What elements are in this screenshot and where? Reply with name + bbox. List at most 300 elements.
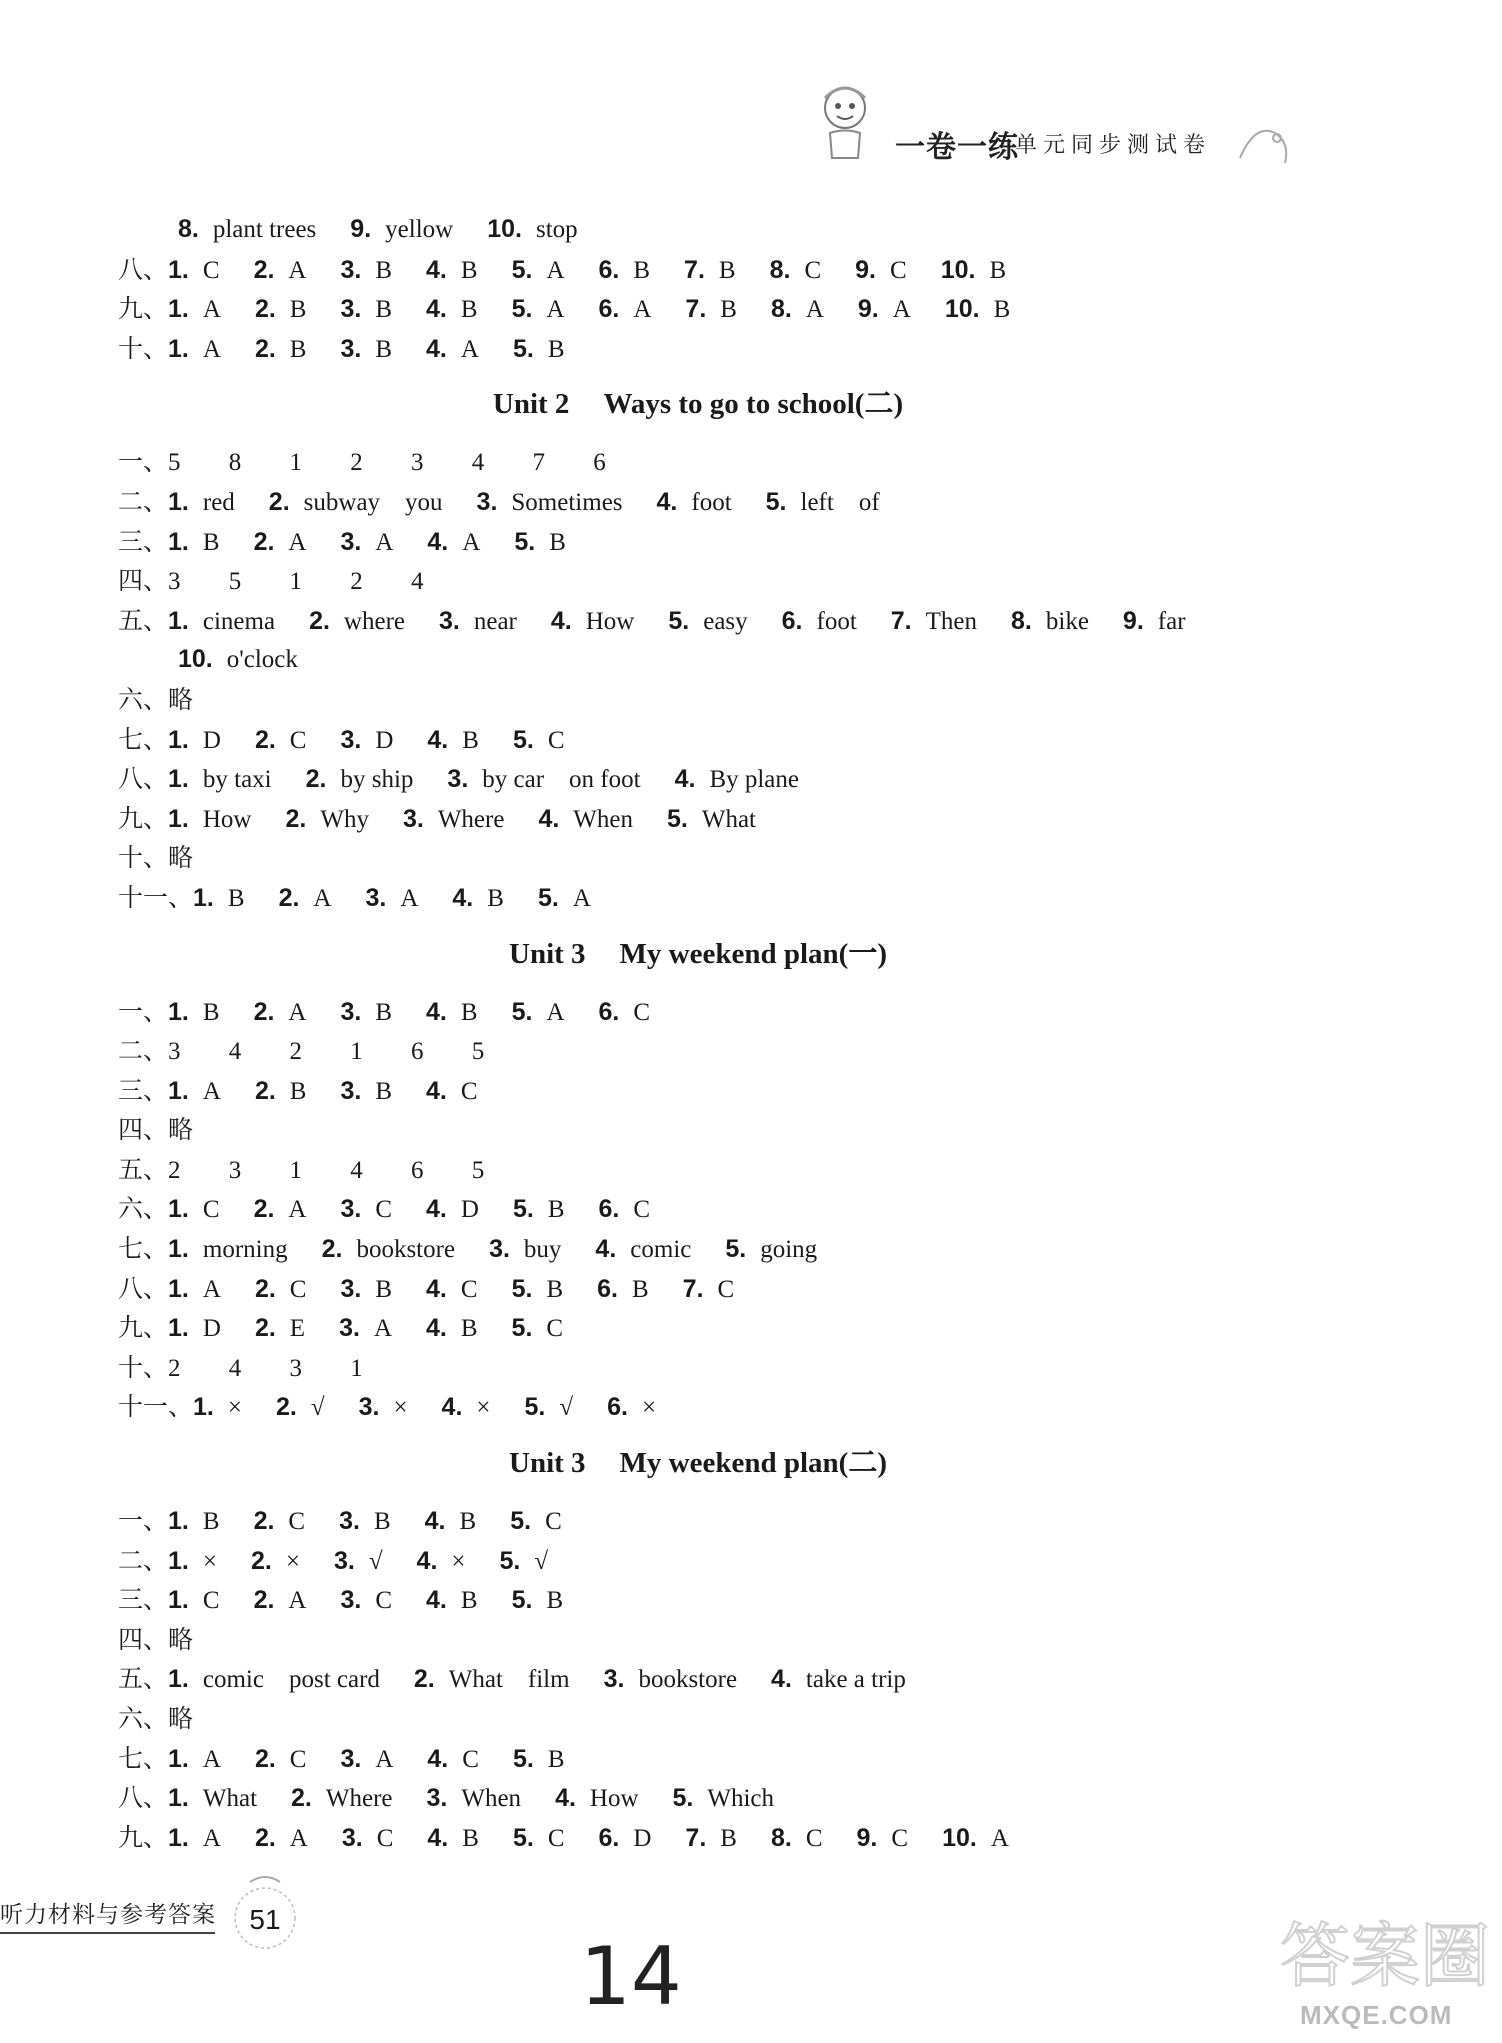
item-number: 9.	[856, 1823, 878, 1852]
item-answer: B	[375, 296, 393, 324]
item-answer: C	[804, 256, 822, 284]
answer-item	[782, 608, 857, 635]
item-number: 5.	[512, 1195, 534, 1224]
item-number: 5.	[511, 1586, 533, 1615]
answer-item	[168, 608, 275, 635]
answer-item	[513, 727, 565, 754]
item-answer: B	[202, 998, 220, 1026]
item-answer: √	[534, 1547, 549, 1575]
answer-item	[340, 257, 392, 284]
answer-item	[857, 1825, 909, 1852]
footer-text: 听力材料与参考答案	[0, 1902, 216, 1928]
answer-item	[426, 336, 479, 363]
answer-item	[254, 999, 307, 1026]
item-answer: A	[546, 296, 565, 324]
question-section-label: 一、	[118, 1506, 169, 1536]
item-answer: B	[375, 998, 393, 1026]
answer-line	[118, 1818, 1318, 1858]
answer-line	[118, 838, 1318, 878]
item-answer: A	[375, 1745, 394, 1773]
item-number: 2.	[275, 1393, 297, 1422]
item-answer: B	[989, 256, 1007, 284]
item-number: 6.	[607, 1393, 628, 1422]
question-section-label: 八、	[118, 764, 169, 794]
question-section-label: 一、	[118, 996, 169, 1026]
question-section-label: 六、	[118, 684, 169, 714]
question-section-label: 三、	[118, 1585, 169, 1615]
handwritten-note: 14	[580, 1930, 682, 2023]
item-answer: A	[288, 998, 307, 1026]
item-answer: By plane	[709, 766, 800, 794]
item-answer: B	[547, 1196, 565, 1224]
item-number: 4.	[538, 804, 560, 833]
item-number: 2.	[285, 804, 307, 833]
answer-item	[168, 1078, 221, 1105]
answer-line	[118, 878, 1318, 918]
answer-line	[118, 1620, 1318, 1660]
item-number: 9.	[350, 215, 372, 243]
answer-item	[269, 489, 443, 516]
item-answer: red	[202, 488, 235, 516]
item-answer: A	[202, 1745, 221, 1773]
item-number: 3.	[340, 1076, 362, 1105]
item-answer: C	[462, 1745, 479, 1773]
answer-item	[255, 727, 307, 754]
question-section-label: 七、	[118, 1234, 169, 1264]
answer-sequence: 略	[168, 1117, 215, 1145]
answer-item	[342, 1825, 394, 1852]
answer-sequence: 略	[168, 1706, 215, 1733]
item-answer: D	[202, 1315, 221, 1343]
item-number: 1.	[168, 1586, 189, 1615]
item-number: 4.	[452, 883, 474, 912]
item-answer: A	[400, 884, 419, 912]
item-answer: What film	[448, 1666, 570, 1694]
answer-item	[168, 1587, 220, 1614]
item-answer: B	[289, 335, 307, 363]
answer-item	[350, 216, 453, 243]
item-answer: morning	[202, 1236, 288, 1264]
item-number: 4.	[674, 765, 696, 794]
item-answer: B	[631, 1275, 649, 1303]
answer-item	[487, 216, 577, 243]
item-answer: B	[460, 296, 478, 324]
answer-item	[599, 999, 651, 1026]
question-section-label: 十一、	[118, 1392, 194, 1422]
item-number: 5.	[537, 883, 559, 912]
answer-item	[340, 1587, 392, 1614]
item-number: 3.	[339, 1314, 360, 1343]
answer-item	[276, 1394, 325, 1421]
item-number: 3.	[340, 295, 362, 324]
answer-line	[118, 1189, 1318, 1229]
item-answer: C	[633, 1196, 651, 1224]
item-number: 8.	[1011, 606, 1032, 635]
item-number: 7.	[685, 1823, 707, 1852]
answer-line	[118, 720, 1318, 760]
question-section-label: 五、	[118, 605, 169, 635]
item-answer: C	[547, 1824, 565, 1852]
answer-item	[427, 529, 480, 556]
answer-line	[118, 640, 1318, 680]
answer-item	[551, 608, 634, 635]
leaf-decoration-icon	[1235, 118, 1295, 168]
item-answer: C	[717, 1275, 735, 1303]
item-number: 3.	[340, 334, 362, 363]
item-answer: How	[589, 1785, 639, 1813]
answer-item	[477, 489, 623, 516]
item-answer: What	[701, 805, 756, 833]
answer-item	[452, 885, 504, 912]
answer-item	[168, 1196, 220, 1223]
item-number: 3.	[341, 1823, 363, 1852]
item-answer: bookstore	[638, 1666, 738, 1694]
answer-item	[306, 766, 414, 793]
unit-number: Unit 3	[509, 1447, 586, 1480]
item-number: 1.	[168, 487, 189, 516]
answer-item	[168, 257, 220, 284]
item-number: 3.	[402, 804, 424, 833]
item-answer: foot	[816, 607, 857, 635]
answer-line	[118, 329, 1318, 369]
answer-item	[425, 1508, 477, 1535]
item-answer: comic post card	[202, 1666, 380, 1694]
answer-item	[279, 885, 332, 912]
question-section-label: 八、	[118, 1783, 169, 1813]
item-number: 4.	[595, 1235, 617, 1264]
item-number: 2.	[309, 606, 330, 635]
item-number: 1.	[168, 765, 189, 794]
answer-item	[168, 1825, 221, 1852]
item-number: 3.	[339, 1507, 360, 1536]
question-section-label: 四、	[118, 1624, 169, 1654]
item-answer: B	[289, 1077, 307, 1105]
item-answer: yellow	[385, 216, 454, 243]
item-answer: A	[373, 1315, 392, 1343]
answer-item	[683, 1276, 735, 1303]
page-number: 51	[249, 1904, 281, 1935]
item-number: 5.	[514, 527, 536, 556]
answer-line	[118, 1110, 1318, 1150]
item-number: 4.	[555, 1784, 576, 1813]
item-answer: B	[459, 1508, 477, 1536]
series-subtitle: 单元同步测试卷	[1015, 133, 1212, 158]
answer-item	[414, 1666, 570, 1693]
answer-line	[118, 482, 1318, 522]
answer-item	[251, 1548, 300, 1575]
item-number: 8.	[770, 1823, 792, 1852]
item-number: 3.	[340, 1586, 362, 1615]
page-header	[800, 78, 1300, 178]
answer-item	[607, 1394, 656, 1421]
item-number: 1.	[168, 725, 189, 754]
item-answer: ×	[202, 1547, 217, 1575]
answer-item	[858, 296, 911, 323]
item-number: 3.	[340, 1274, 362, 1303]
answer-item	[512, 296, 565, 323]
answer-item	[254, 1196, 307, 1223]
answer-item	[891, 608, 977, 635]
answer-item	[684, 257, 736, 284]
answer-item	[673, 1785, 775, 1812]
answer-item	[168, 1746, 221, 1773]
answer-item	[500, 1548, 549, 1575]
unit-name: My weekend plan(二)	[619, 1447, 887, 1480]
item-answer: A	[460, 335, 479, 363]
item-number: 2.	[250, 1546, 272, 1575]
item-answer: C	[375, 1196, 393, 1224]
item-number: 4.	[424, 1507, 446, 1536]
item-number: 4.	[426, 1076, 447, 1105]
answer-item	[667, 806, 756, 833]
unit-name: Ways to go to school(二)	[603, 388, 904, 421]
answer-item	[599, 296, 652, 323]
item-number: 4.	[550, 606, 572, 635]
item-answer: comic	[630, 1236, 692, 1264]
answer-item	[426, 1078, 478, 1105]
answer-item	[254, 529, 307, 556]
answer-item	[513, 336, 565, 363]
item-answer: A	[288, 1196, 307, 1224]
item-number: 5.	[512, 1823, 534, 1852]
answer-item	[340, 1746, 393, 1773]
item-answer: B	[462, 1824, 479, 1852]
question-section-label: 九、	[118, 1313, 169, 1343]
item-number: 1.	[168, 804, 189, 833]
answer-item	[255, 1078, 307, 1105]
item-number: 2.	[253, 1586, 275, 1615]
answer-item	[513, 1825, 565, 1852]
item-number: 4.	[426, 295, 447, 324]
answer-line	[118, 1541, 1318, 1581]
answer-item	[365, 885, 418, 912]
item-number: 7.	[890, 606, 912, 635]
item-answer: B	[460, 1315, 478, 1343]
answer-line	[118, 1150, 1318, 1190]
question-section-label: 八、	[118, 254, 169, 284]
item-number: 2.	[254, 1823, 276, 1852]
footer-rule	[0, 1932, 215, 1934]
answer-item	[675, 766, 799, 793]
answer-item	[193, 885, 245, 912]
series-brand: 一卷一练	[895, 130, 1019, 165]
question-section-label: 九、	[118, 803, 169, 833]
item-answer: A	[892, 296, 911, 324]
unit-title	[118, 1433, 1318, 1493]
item-number: 2.	[253, 255, 275, 284]
item-answer: cinema	[202, 607, 276, 635]
item-number: 3.	[358, 1393, 380, 1422]
answer-item	[512, 999, 565, 1026]
answer-item	[513, 1746, 565, 1773]
answer-item	[489, 1236, 561, 1263]
answer-item	[513, 1196, 565, 1223]
item-answer: B	[202, 1508, 220, 1536]
answer-item	[255, 1276, 307, 1303]
item-number: 1.	[168, 1274, 189, 1303]
unit-name: My weekend plan(一)	[619, 937, 887, 970]
question-section-label: 八、	[118, 1273, 169, 1303]
answer-item	[1011, 608, 1089, 635]
answer-item	[168, 727, 221, 754]
item-answer: B	[718, 256, 736, 284]
question-section-label: 五、	[118, 1154, 169, 1184]
answer-item	[340, 999, 392, 1026]
answer-item	[599, 1196, 651, 1223]
answer-item	[942, 1825, 1009, 1852]
answer-item	[427, 727, 479, 754]
item-answer: B	[549, 528, 566, 556]
question-section-label: 三、	[118, 526, 169, 556]
question-section-label: 十一、	[118, 882, 194, 912]
item-number: 2.	[254, 725, 276, 754]
answer-sequence: 3 4 2 1 6 5	[168, 1038, 506, 1066]
item-answer: buy	[523, 1236, 562, 1264]
answer-item	[685, 1825, 737, 1852]
item-number: 3.	[489, 1235, 510, 1264]
item-number: 3.	[340, 1195, 362, 1224]
item-number: 4.	[426, 997, 447, 1026]
item-number: 2.	[254, 334, 276, 363]
answer-line	[118, 1739, 1318, 1779]
item-number: 1.	[168, 1195, 189, 1224]
item-answer: Where	[437, 805, 505, 833]
item-number: 6.	[598, 1195, 620, 1224]
item-number: 2.	[253, 997, 275, 1026]
item-answer: B	[547, 335, 565, 363]
item-number: 3.	[340, 255, 362, 284]
item-number: 5.	[524, 1393, 546, 1422]
item-answer: Then	[925, 607, 978, 635]
item-answer: B	[487, 884, 504, 912]
item-answer: B	[547, 1745, 565, 1773]
answer-item	[427, 1825, 479, 1852]
answer-item	[340, 727, 393, 754]
item-answer: subway you	[303, 488, 443, 516]
item-answer: C	[289, 726, 307, 754]
item-answer: foot	[691, 488, 732, 516]
answer-item	[340, 1078, 392, 1105]
answer-item	[855, 257, 907, 284]
question-section-label: 二、	[118, 486, 169, 516]
item-number: 6.	[598, 255, 620, 284]
answer-line	[118, 1031, 1318, 1071]
answer-sequence: 略	[168, 1626, 215, 1654]
item-number: 10.	[940, 255, 976, 284]
answer-item	[403, 806, 504, 833]
item-number: 3.	[340, 997, 362, 1026]
item-answer: ×	[393, 1394, 408, 1422]
question-section-label: 一、	[118, 447, 169, 477]
item-answer: far	[1157, 607, 1186, 635]
question-section-label: 十、	[118, 843, 169, 873]
answer-item	[426, 1315, 478, 1342]
item-number: 2.	[321, 1235, 343, 1264]
item-number: 2.	[254, 1744, 276, 1773]
item-number: 5.	[511, 997, 533, 1026]
item-answer: B	[375, 256, 393, 284]
item-number: 4.	[426, 1314, 447, 1343]
answer-item	[168, 1785, 257, 1812]
answer-item	[168, 999, 220, 1026]
item-number: 4.	[426, 334, 447, 363]
answer-item	[426, 1276, 478, 1303]
answer-item	[595, 1236, 691, 1263]
item-number: 3.	[439, 606, 460, 635]
answer-item	[309, 608, 405, 635]
answer-line	[118, 522, 1318, 562]
item-number: 5.	[668, 606, 690, 635]
answer-item	[168, 766, 272, 793]
answer-line	[118, 601, 1318, 641]
item-answer: B	[375, 1275, 393, 1303]
item-number: 5.	[510, 1507, 532, 1536]
answer-item	[359, 1394, 408, 1421]
item-number: 3.	[476, 487, 498, 516]
item-number: 6.	[598, 295, 620, 324]
answer-item	[168, 296, 221, 323]
item-number: 5.	[511, 1274, 533, 1303]
answer-line	[118, 1699, 1318, 1739]
answer-line	[118, 1348, 1318, 1388]
answer-item	[426, 296, 478, 323]
item-number: 5.	[725, 1235, 747, 1264]
item-number: 3.	[365, 883, 387, 912]
answer-item	[657, 489, 732, 516]
mascot-icon	[800, 78, 890, 168]
item-number: 1.	[168, 1823, 189, 1852]
item-answer: C	[546, 1315, 564, 1343]
item-answer: B	[460, 256, 478, 284]
item-number: 3.	[340, 1744, 362, 1773]
item-answer: Which	[707, 1785, 775, 1813]
answer-item	[771, 296, 824, 323]
item-answer: bike	[1045, 607, 1089, 635]
item-answer: B	[546, 1587, 564, 1615]
question-section-label: 五、	[118, 1664, 169, 1694]
answer-item	[255, 1315, 305, 1342]
item-answer: where	[343, 607, 405, 635]
item-number: 5.	[512, 725, 534, 754]
answer-line	[118, 759, 1318, 799]
item-number: 2.	[254, 295, 276, 324]
item-answer: √	[559, 1394, 574, 1422]
item-number: 5.	[512, 334, 534, 363]
answer-item	[168, 336, 221, 363]
item-answer: D	[202, 726, 221, 754]
answer-item	[427, 1785, 522, 1812]
item-number: 9.	[1122, 606, 1144, 635]
item-answer: A	[288, 528, 307, 556]
answer-item	[604, 1666, 737, 1693]
item-number: 4.	[416, 1546, 438, 1575]
item-answer: C	[891, 1824, 909, 1852]
answer-item	[766, 489, 880, 516]
answer-item	[254, 1508, 306, 1535]
answer-item	[340, 529, 393, 556]
item-number: 1.	[168, 1546, 189, 1575]
item-number: 5.	[511, 255, 533, 284]
item-number: 2.	[254, 1076, 276, 1105]
item-answer: When	[461, 1785, 522, 1813]
item-answer: plant trees	[212, 216, 317, 243]
item-answer: ×	[476, 1394, 491, 1422]
answer-item	[771, 1666, 906, 1693]
item-answer: ×	[227, 1394, 242, 1422]
item-number: 9.	[855, 255, 876, 284]
item-number: 4.	[427, 725, 449, 754]
question-section-label: 九、	[118, 1822, 169, 1852]
